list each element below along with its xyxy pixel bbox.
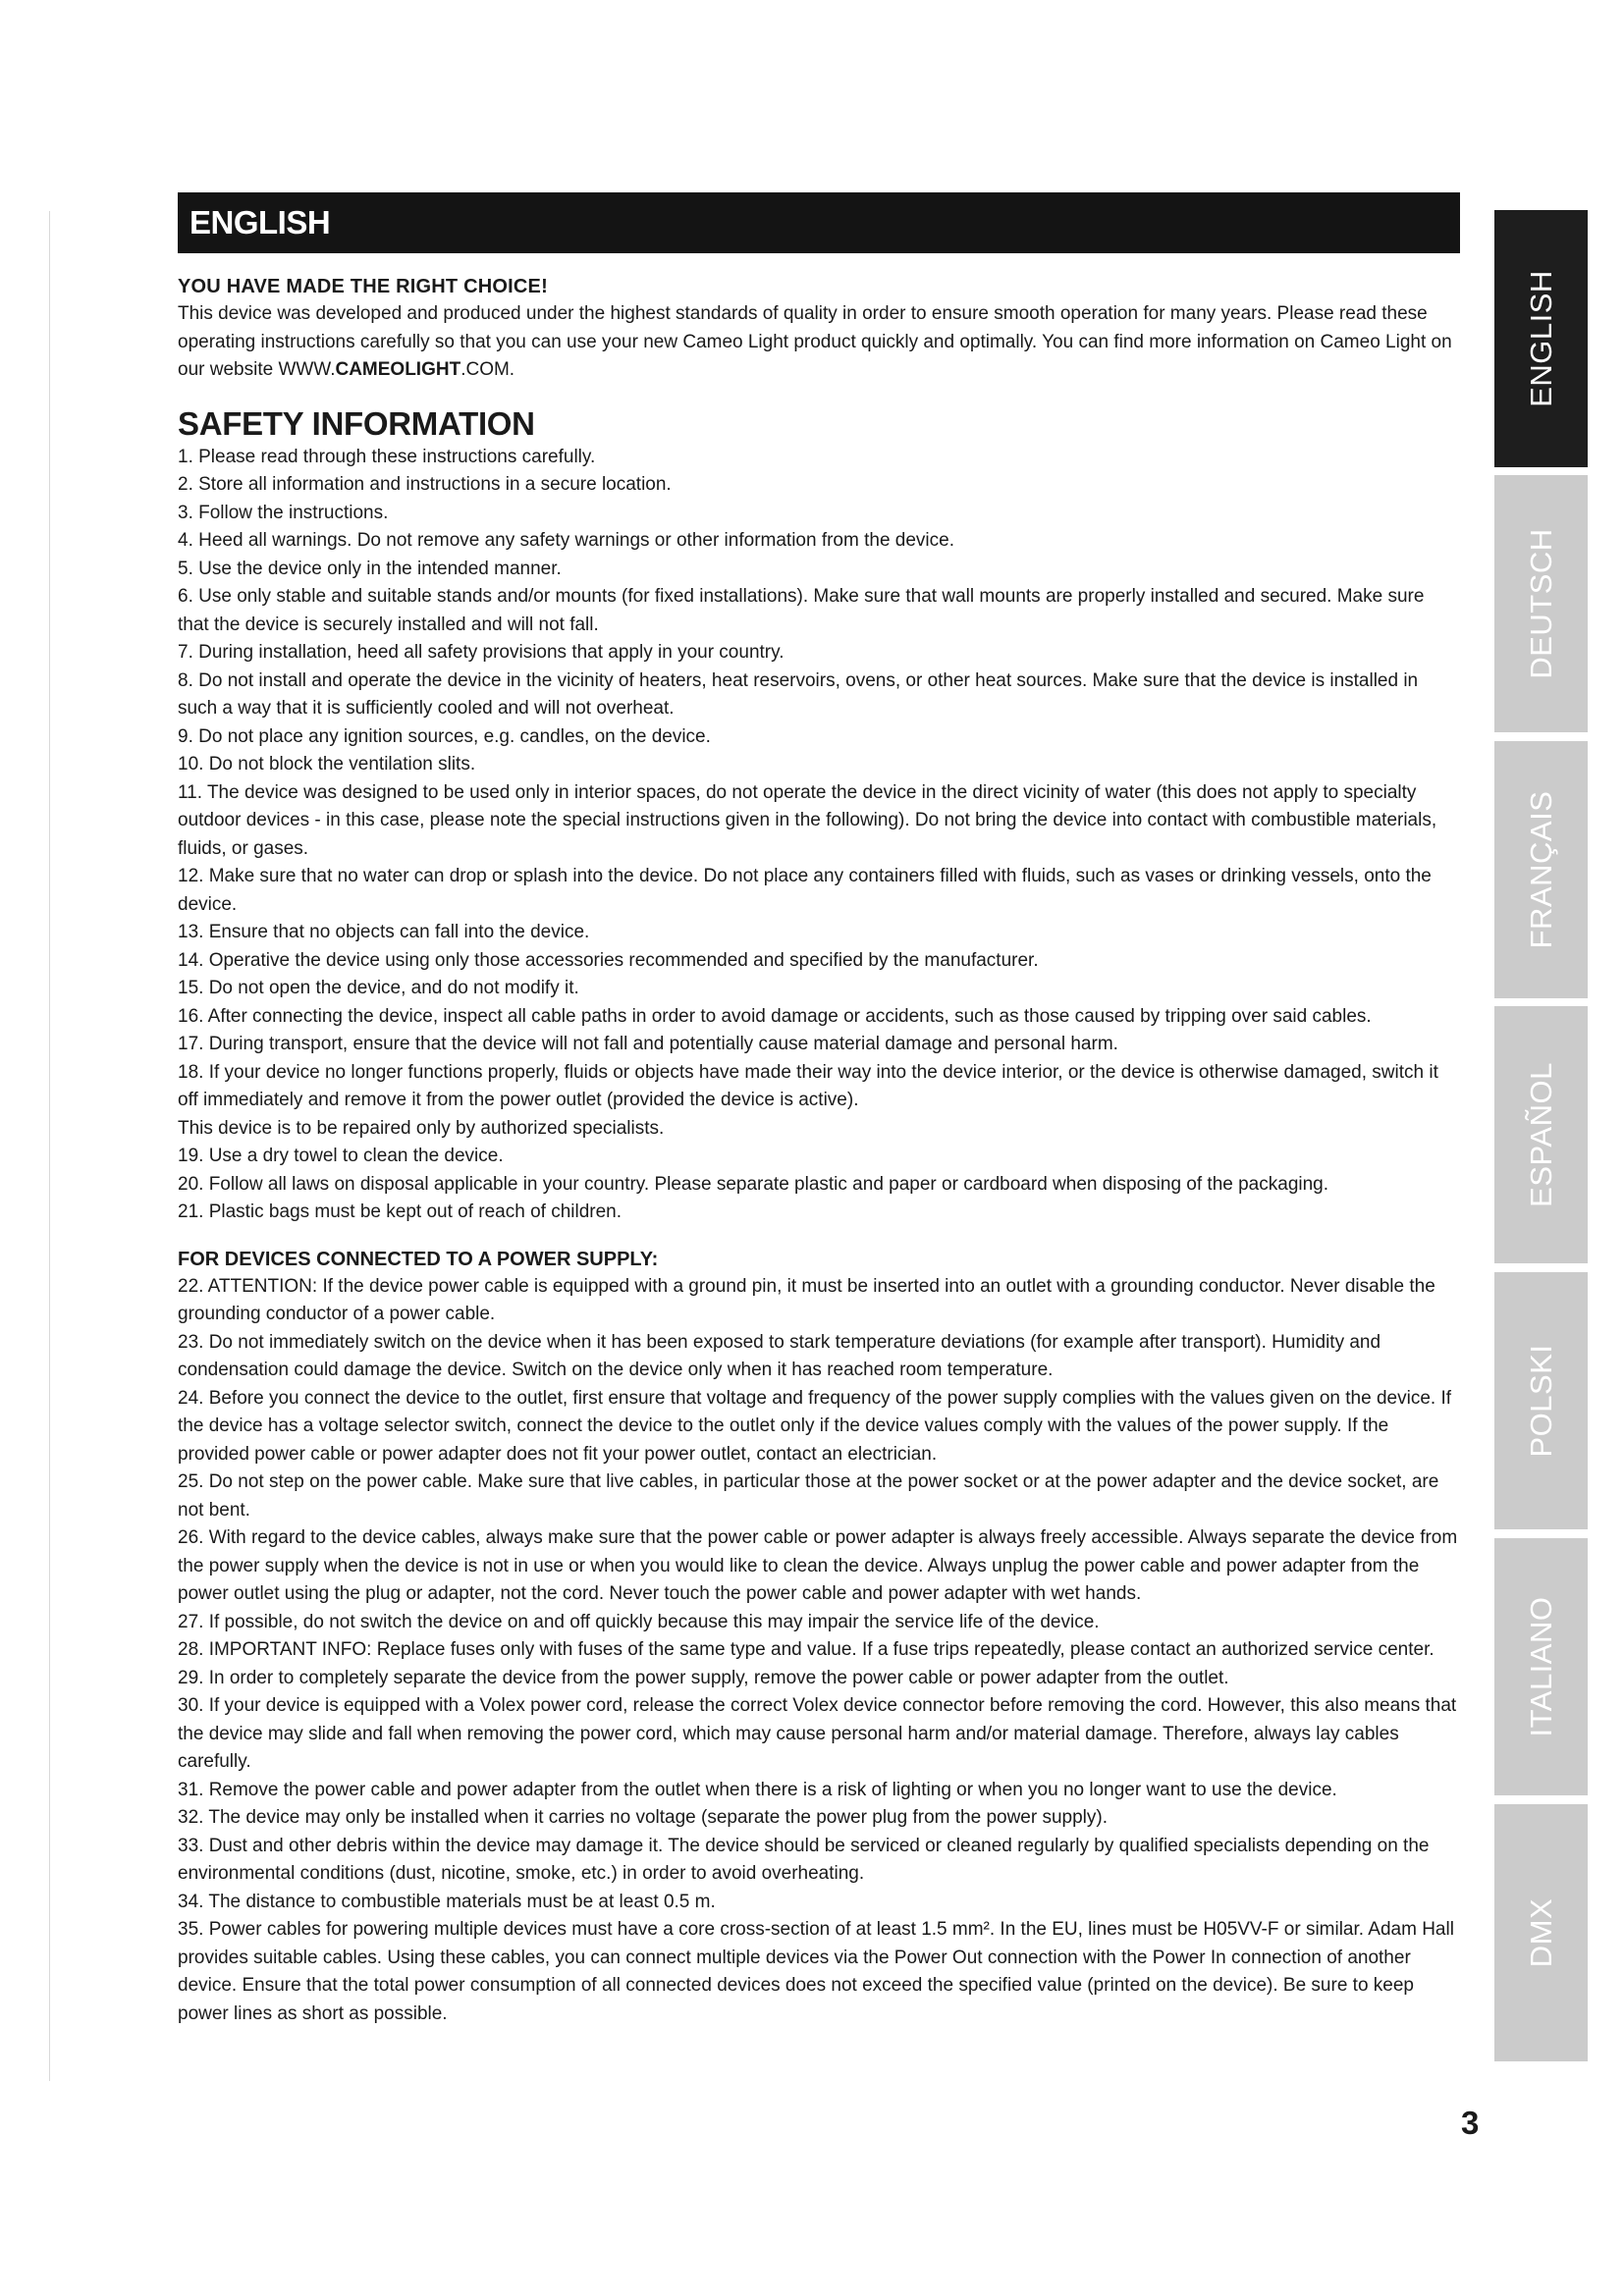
language-tab-dmx[interactable] — [1494, 1804, 1588, 2061]
language-tab-français[interactable] — [1494, 741, 1588, 998]
safety-item: 7. During installation, heed all safety provisions that apply in your country. — [178, 642, 785, 663]
language-tab-label: DEUTSCH — [1523, 528, 1558, 679]
safety-item: 2. Store all information and instructions in a secure location. — [178, 474, 672, 495]
language-tab-label: FRANÇAIS — [1523, 790, 1558, 949]
safety-item: 3. Follow the instructions. — [178, 502, 389, 523]
language-tab-español[interactable] — [1494, 1006, 1588, 1263]
power-supply-item: 22. ATTENTION: If the device power cable is equipped with a ground pin, it must be inserted into an outlet with a grounding conductor. Never disable the grounding conductor of a power cable. — [178, 1275, 1435, 1324]
safety-item: 17. During transport, ensure that the device will not fall and potentially cause material damage and personal harm. — [178, 1034, 1118, 1054]
power-supply-item: 32. The device may only be installed when it carries no voltage (separate the power plug from the power supply). — [178, 1807, 1108, 1828]
safety-list — [178, 444, 1460, 1227]
language-tab-label: POLSKI — [1523, 1344, 1558, 1458]
safety-item: 1. Please read through these instructions carefully. — [178, 446, 596, 467]
safety-item: 6. Use only stable and suitable stands and/or mounts (for fixed installations). Make sure that wall mounts are properly installed and secured. Make sure that the device is securely installed and will not fall. — [178, 586, 1425, 635]
intro-text — [178, 300, 1460, 385]
safety-title: SAFETY INFORMATION — [178, 404, 535, 442]
language-tab-label: DMX — [1523, 1897, 1558, 1968]
safety-item: 20. Follow all laws on disposal applicable in your country. Please separate plastic and paper or cardboard when disposing of the packaging. — [178, 1173, 1329, 1195]
language-tab-label: ESPAÑOL — [1523, 1062, 1558, 1207]
language-banner: ENGLISH — [178, 192, 1460, 253]
language-tab-polski[interactable] — [1494, 1272, 1588, 1529]
power-supply-item: 27. If possible, do not switch the device on and off quickly because this may impair the service life of the device. — [178, 1611, 1100, 1632]
safety-item: 15. Do not open the device, and do not modify it. — [178, 978, 579, 998]
language-tab-italiano[interactable] — [1494, 1538, 1588, 1795]
safety-item: 8. Do not install and operate the device in the vicinity of heaters, heat reservoirs, ovens, or other heat sources. Make sure that the device is installed in such a way that it is sufficiently cooled and will not overheat. — [178, 669, 1419, 719]
safety-item: 9. Do not place any ignition sources, e.g. candles, on the device. — [178, 725, 711, 747]
safety-item: 13. Ensure that no objects can fall into the device. — [178, 922, 590, 942]
power-supply-item: 23. Do not immediately switch on the device when it has been exposed to stark temperature deviations (for example after transport). Humidity and condensation could damage the device. Switch on the device only when it has reached room temperature. — [178, 1331, 1381, 1380]
left-margin-rule — [49, 211, 50, 2081]
power-supply-item: 33. Dust and other debris within the device may damage it. The device should be serviced or cleaned regularly by qualified specialists depending on the environmental conditions (dust, nicotine, smoke, etc.) in order to avoid overheating. — [178, 1835, 1430, 1884]
power-supply-item: 34. The distance to combustible materials must be at least 0.5 m. — [178, 1891, 716, 1912]
safety-item: 14. Operative the device using only those accessories recommended and specified by the manufacturer. — [178, 949, 1039, 971]
power-supply-item: 29. In order to completely separate the device from the power supply, remove the power cable or power adapter from the outlet. — [178, 1667, 1229, 1688]
safety-item: 16. After connecting the device, inspect all cable paths in order to avoid damage or accidents, such as those caused by tripping over said cables. — [178, 1005, 1372, 1027]
safety-item: 21. Plastic bags must be kept out of reach of children. — [178, 1201, 623, 1222]
language-tab-label: ENGLISH — [1523, 270, 1558, 407]
safety-item: 10. Do not block the ventilation slits. — [178, 754, 476, 774]
intro-text-before: This device was developed and produced under the highest standards of quality in order to ensure smooth operation for many years. Please read these operating instructions carefully so that you can use your new Cameo Light product quickly and optimally. You can find more information on Cameo Light on our website WWW. — [178, 303, 1452, 380]
website-name: CAMEOLIGHT — [335, 359, 461, 380]
intro-heading: YOU HAVE MADE THE RIGHT CHOICE! — [178, 276, 548, 297]
safety-item: 19. Use a dry towel to clean the device. — [178, 1146, 504, 1166]
power-supply-item: 25. Do not step on the power cable. Make sure that live cables, in particular those at the power socket or at the power adapter and the device socket, are not bent. — [178, 1471, 1439, 1521]
power-supply-item: 24. Before you connect the device to the outlet, first ensure that voltage and frequency of the power supply complies with the values given on the device. If the device has a voltage selector switch, connect the device to the outlet only if the device values comply with the values of the power supply. If the provided power cable or power adapter does not fit your power outlet, contact an electrician. — [178, 1387, 1452, 1465]
safety-item: 12. Make sure that no water can drop or splash into the device. Do not place any containers filled with fluids, such as vases or drinking vessels, onto the device. — [178, 866, 1432, 915]
language-tab-label: ITALIANO — [1523, 1596, 1558, 1737]
power-supply-list — [178, 1273, 1460, 2029]
power-supply-heading: FOR DEVICES CONNECTED TO A POWER SUPPLY: — [178, 1248, 659, 1270]
safety-item: 11. The device was designed to be used only in interior spaces, do not operate the device in the direct vicinity of water (this does not apply to specialty outdoor devices - in this case, please note the special instructions given in the following). Do not bring the device into contact with combustible materials, fluids, or gases. — [178, 781, 1437, 859]
power-supply-item: 26. With regard to the device cables, always make sure that the power cable or power adapter is always freely accessible. Always separate the device from the power supply when the device is not in use or when you would like to clean the device. Always unplug the power cable and power adapter from the power outlet using the plug or adapter, not the cord. Never touch the power cable and power adapter with wet hands. — [178, 1527, 1458, 1604]
main-content — [178, 192, 1460, 2028]
safety-item: 4. Heed all warnings. Do not remove any safety warnings or other information from the device. — [178, 530, 954, 551]
safety-item: 18. If your device no longer functions properly, fluids or objects have made their way into the device interior, or the device is otherwise damaged, switch it off immediately and remove it from the power outlet (provided the device is active). — [178, 1061, 1438, 1110]
safety-item: This device is to be repaired only by authorized specialists. — [178, 1117, 665, 1139]
language-tab-deutsch[interactable] — [1494, 475, 1588, 732]
power-supply-item: 35. Power cables for powering multiple devices must have a core cross-section of at least 1.5 mm². In the EU, lines must be H05VV-F or similar. Adam Hall provides suitable cables. Using these cables, you can connect multiple devices via the Power Out connection with the Power In connection of another device. Ensure that the total power consumption of all connected devices does not exceed the specified value (printed on the device). Be sure to keep power lines as short as possible. — [178, 1919, 1454, 2024]
power-supply-item: 31. Remove the power cable and power adapter from the outlet when there is a risk of lighting or when you no longer want to use the device. — [178, 1779, 1337, 1800]
language-tab-english[interactable] — [1494, 210, 1588, 467]
power-supply-item: 28. IMPORTANT INFO: Replace fuses only with fuses of the same type and value. If a fuse trips repeatedly, please contact an authorized service center. — [178, 1639, 1435, 1660]
safety-item: 5. Use the device only in the intended manner. — [178, 558, 562, 579]
power-supply-item: 30. If your device is equipped with a Volex power cord, release the correct Volex device connector before removing the cord. However, this also means that the device may slide and fall when removing the power cord, which may cause personal harm and/or material damage. Therefore, always lay cables carefully. — [178, 1695, 1457, 1772]
intro-text-after: .COM. — [460, 359, 515, 380]
page-number: 3 — [1461, 2105, 1480, 2141]
